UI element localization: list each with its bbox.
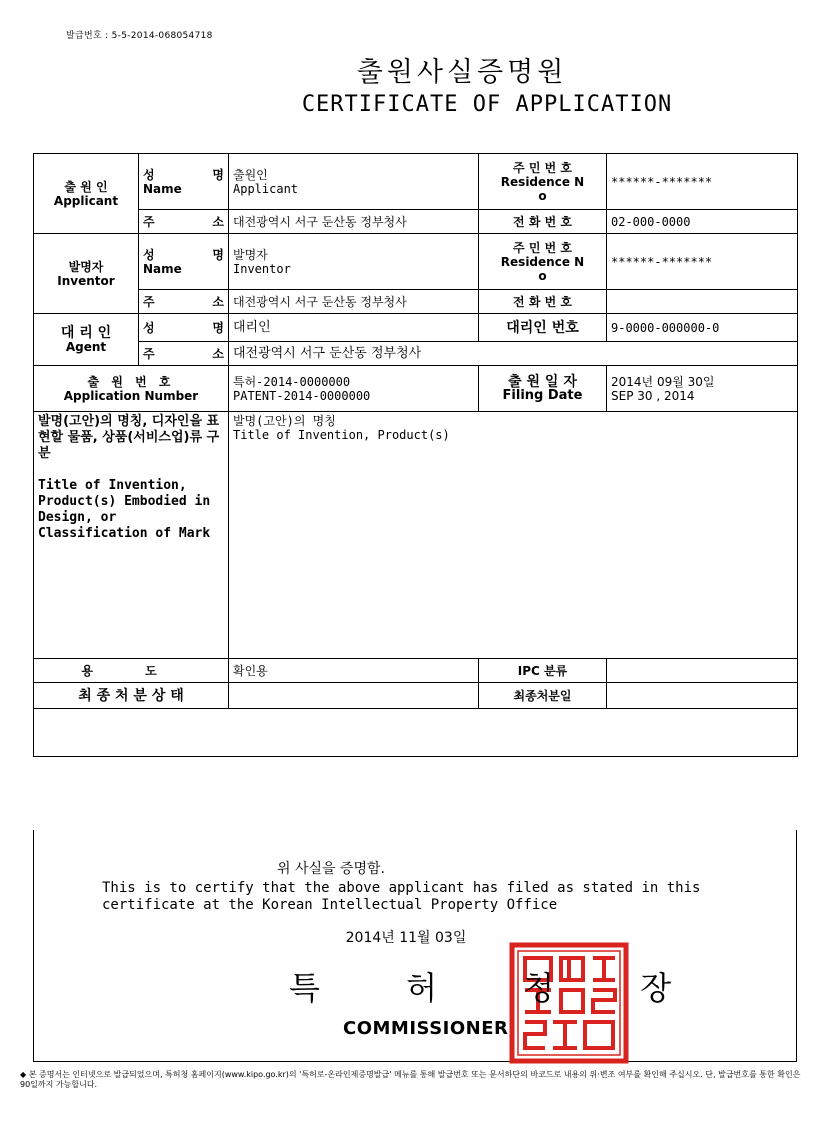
application-row <box>34 366 798 412</box>
inventor-resident-value: ******-******* <box>607 234 798 290</box>
applicant-resident-label: 주 민 번 호 Residence N o <box>479 154 607 210</box>
name-label-en: Name <box>143 181 182 196</box>
applicant-name-value: 출원인 Applicant <box>229 154 479 210</box>
final-date-value <box>607 683 798 709</box>
ipc-label: IPC 분류 <box>479 659 607 683</box>
name-label-part: 성 <box>143 167 155 182</box>
title-value: 발명(고안)의 명칭 Title of Invention, Product(s) <box>229 412 798 659</box>
inventor-label-en: Inventor <box>57 273 115 288</box>
certification-block <box>33 830 797 1062</box>
agent-number-label: 대리인 번호 <box>479 314 607 342</box>
commissioner-title-ko: 특 허 청 장 <box>289 969 710 1007</box>
applicant-address-row <box>34 210 798 234</box>
inventor-section-label <box>34 234 139 314</box>
address-label-part: 소 <box>212 294 224 309</box>
address-label-part: 주 <box>143 214 155 229</box>
verification-notice: ◆ 본 증명서는 인터넷으로 발급되었으며, 특허청 홈페이지(www.kipo.go.kr)의 '특허로-온라인제증명발급' 메뉴를 통해 발급번호 또는 문서하단의 바코드로 내용의 위·변조 여부를 확인해 주십시오. 단, 발급번호를 통한 확인은 90일까지 가능합니다. <box>20 1070 801 1089</box>
title-label <box>34 412 229 659</box>
certification-statement-en: This is to certify that the above applicant has filed as stated in this certificate at the Korean Intellectual Property Office <box>102 880 701 913</box>
agent-name-label <box>139 314 229 342</box>
applicant-phone-value: 02-000-0000 <box>607 210 798 234</box>
application-number-label-en: Application Number <box>63 388 199 403</box>
ipc-value <box>607 659 798 683</box>
inventor-address-label <box>139 290 229 314</box>
agent-section-label <box>34 314 139 366</box>
address-label-part: 소 <box>212 214 224 229</box>
agent-name-row <box>34 314 798 342</box>
applicant-name-row <box>34 154 798 210</box>
inventor-name-value: 발명자 Inventor <box>229 234 479 290</box>
address-label-part: 주 <box>143 346 155 361</box>
agent-address-row <box>34 342 798 366</box>
document-title-ko: 출원사실증명원 <box>356 57 568 88</box>
final-status-row <box>34 683 798 709</box>
inventor-address-value: 대전광역시 서구 둔산동 정부청사 <box>229 290 479 314</box>
applicant-label-ko: 출 원 인 <box>64 179 108 194</box>
filing-date-value: 2014년 09월 30일 SEP 30 , 2014 <box>607 366 798 412</box>
filing-date-label-en: Filing Date <box>502 387 583 403</box>
filing-date-label <box>479 366 607 412</box>
certification-statement-ko: 위 사실을 증명함. <box>276 861 386 877</box>
application-number-value: 특허-2014-0000000 PATENT-2014-0000000 <box>229 366 479 412</box>
inventor-phone-value <box>607 290 798 314</box>
address-label-part: 주 <box>143 294 155 309</box>
name-label-part: 성 <box>143 320 155 335</box>
address-label-part: 소 <box>212 346 224 361</box>
agent-address-label <box>139 342 229 366</box>
inventor-phone-label: 전 화 번 호 <box>479 290 607 314</box>
agent-address-value: 대전광역시 서구 둔산동 정부청사 <box>229 342 798 366</box>
inventor-resident-label: 주 민 번 호 Residence N o <box>479 234 607 290</box>
applicant-address-label <box>139 210 229 234</box>
applicant-resident-value: ******-******* <box>607 154 798 210</box>
certification-date: 2014년 11월 03일 <box>345 930 467 946</box>
final-status-value <box>229 683 479 709</box>
inventor-address-row <box>34 290 798 314</box>
applicant-label-en: Applicant <box>53 193 119 208</box>
applicant-address-value: 대전광역시 서구 둔산동 정부청사 <box>229 210 479 234</box>
filing-date-label-ko: 출 원 일 자 <box>508 373 577 390</box>
usage-label: 용 도 <box>34 659 229 683</box>
title-label-en: Title of Invention, Product(s) Embodied in Design, or Classification of Mark <box>38 478 211 541</box>
final-date-label: 최종처분일 <box>479 683 607 709</box>
applicant-section-label <box>34 154 139 234</box>
title-row <box>34 412 798 659</box>
usage-row <box>34 659 798 683</box>
blank-cell <box>34 709 798 757</box>
name-label-part: 성 <box>143 247 155 262</box>
inventor-name-label <box>139 234 229 290</box>
inventor-label-ko: 발명자 <box>68 259 104 274</box>
agent-label-en: Agent <box>65 339 107 354</box>
certificate-table <box>33 153 798 757</box>
name-label-en: Name <box>143 261 182 276</box>
name-label-part: 명 <box>212 247 224 262</box>
commissioner-title-en: COMMISSIONER <box>343 1018 509 1039</box>
agent-label-ko: 대 리 인 <box>60 324 112 341</box>
issue-number: 발급번호 : 5-5-2014-068054718 <box>66 31 213 41</box>
usage-value: 확인용 <box>229 659 479 683</box>
name-label-part: 명 <box>212 320 224 335</box>
inventor-name-row <box>34 234 798 290</box>
agent-number-value: 9-0000-000000-0 <box>607 314 798 342</box>
applicant-phone-label: 전 화 번 호 <box>479 210 607 234</box>
final-status-label: 최 종 처 분 상 태 <box>34 683 229 709</box>
agent-name-value: 대리인 <box>229 314 479 342</box>
title-label-ko: 발명(고안)의 명칭, 디자인을 표현할 물품, 상품(서비스업)류 구분 <box>38 414 220 461</box>
application-number-label <box>34 366 229 412</box>
blank-row <box>34 709 798 757</box>
applicant-name-label <box>139 154 229 210</box>
name-label-part: 명 <box>212 167 224 182</box>
document-title-en: CERTIFICATE OF APPLICATION <box>301 92 673 117</box>
application-number-label-ko: 출 원 번 호 <box>87 374 175 389</box>
